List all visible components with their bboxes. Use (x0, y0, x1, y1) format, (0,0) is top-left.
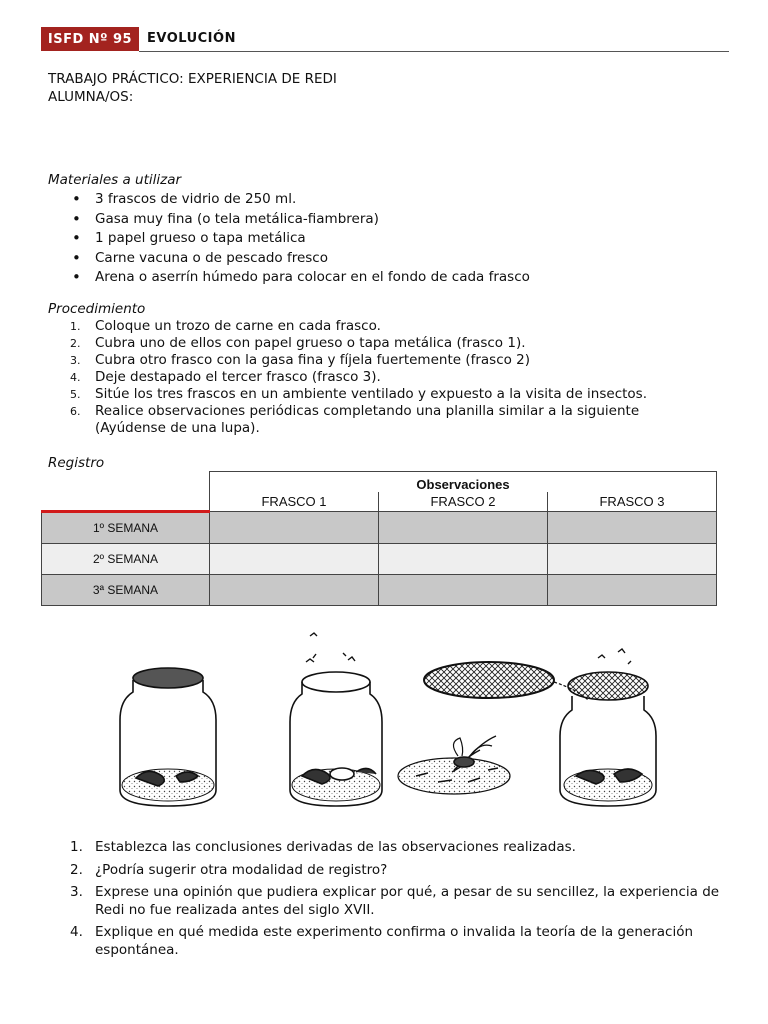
institution-badge: ISFD Nº 95 (41, 27, 139, 51)
jar-covered-icon (120, 668, 216, 806)
step-number: 4. (70, 371, 81, 384)
row-label: 3ª SEMANA (42, 575, 210, 606)
step-text: Cubra uno de ellos con papel grueso o tapa metálica (frasco 1). (95, 335, 526, 351)
step-text: Deje destapado el tercer frasco (frasco 3). (95, 369, 381, 385)
list-item: • 1 papel grueso o tapa metálica (48, 229, 530, 249)
step-text: (Ayúdense de una lupa). (95, 420, 260, 436)
question-text: Establezca las conclusiones derivadas de las observaciones realizadas. (95, 839, 576, 855)
list-item: • Arena o aserrín húmedo para colocar en el fondo de cada frasco (48, 268, 530, 288)
list-item: • Gasa muy fina (o tela metálica-fiambrera) (48, 210, 530, 230)
questions-list (48, 839, 728, 964)
list-item (48, 924, 728, 959)
procedure-heading: Procedimiento (48, 301, 146, 317)
jar-gauze-icon (560, 649, 656, 806)
procedure-list (48, 318, 647, 437)
list-item-continuation (48, 420, 647, 437)
plate-with-fly-icon (398, 736, 510, 794)
registro-heading: Registro (48, 455, 105, 471)
list-item: • Carne vacuna o de pescado fresco (48, 249, 530, 269)
header-divider (139, 51, 729, 52)
table-row (42, 512, 717, 544)
table-cell[interactable] (210, 575, 379, 606)
table-cell[interactable] (548, 544, 717, 575)
list-item (48, 884, 728, 919)
subject-title: EVOLUCIÓN (147, 31, 236, 46)
table-row (42, 544, 717, 575)
list-item: • 3 frascos de vidrio de 250 ml. (48, 190, 530, 210)
list-item (48, 352, 647, 369)
list-item (48, 386, 647, 403)
step-number: 6. (70, 405, 81, 418)
table-row (42, 575, 717, 606)
table-cell[interactable] (548, 575, 717, 606)
column-header: FRASCO 1 (210, 492, 379, 512)
list-item (48, 862, 728, 880)
step-text: Sitúe los tres frascos en un ambiente ventilado y expuesto a la visita de insectos. (95, 386, 648, 402)
materials-heading: Materiales a utilizar (48, 172, 182, 188)
observation-table (41, 471, 717, 606)
step-number: 2. (70, 337, 81, 350)
observations-header: Observaciones (210, 472, 717, 493)
question-text: Exprese una opinión que pudiera explicar por qué, a pesar de su sencillez, la experiencia de Redi no fue realizada antes del siglo XVII. (95, 884, 720, 918)
list-item (48, 318, 647, 335)
gauze-disc-icon (424, 662, 588, 700)
table-cell[interactable] (379, 575, 548, 606)
materials-list (48, 190, 530, 288)
table-cell[interactable] (379, 512, 548, 544)
row-label: 1º SEMANA (42, 512, 210, 544)
column-header: FRASCO 3 (548, 492, 717, 512)
table-corner (42, 472, 210, 512)
step-text: Realice observaciones periódicas completando una planilla similar a la siguiente (95, 403, 640, 419)
list-item (48, 839, 728, 857)
list-item (48, 369, 647, 386)
table-cell[interactable] (548, 512, 717, 544)
question-number: 1. (70, 839, 83, 855)
list-item (48, 335, 647, 352)
question-number: 2. (70, 861, 83, 878)
jar-open-icon (290, 633, 382, 806)
step-number: 5. (70, 388, 81, 401)
question-text: ¿Podría sugerir otra modalidad de registro? (95, 861, 388, 878)
students-label: ALUMNA/OS: (48, 89, 134, 105)
row-label: 2º SEMANA (42, 544, 210, 575)
table-cell[interactable] (379, 544, 548, 575)
redi-experiment-illustration (108, 630, 663, 822)
list-item (48, 403, 647, 420)
question-number: 4. (70, 924, 83, 940)
question-text: Explique en qué medida este experimento confirma o invalida la teoría de la generación espontánea. (95, 924, 694, 958)
step-text: Cubra otro frasco con la gasa fina y fíjela fuertemente (frasco 2) (95, 352, 531, 368)
table-cell[interactable] (210, 512, 379, 544)
table-cell[interactable] (210, 544, 379, 575)
column-header: FRASCO 2 (379, 492, 548, 512)
step-number: 3. (70, 354, 81, 367)
question-number: 3. (70, 884, 83, 900)
step-text: Coloque un trozo de carne en cada frasco. (95, 318, 381, 334)
assignment-title: TRABAJO PRÁCTICO: EXPERIENCIA DE REDI (48, 71, 337, 87)
step-number: 1. (70, 320, 81, 333)
